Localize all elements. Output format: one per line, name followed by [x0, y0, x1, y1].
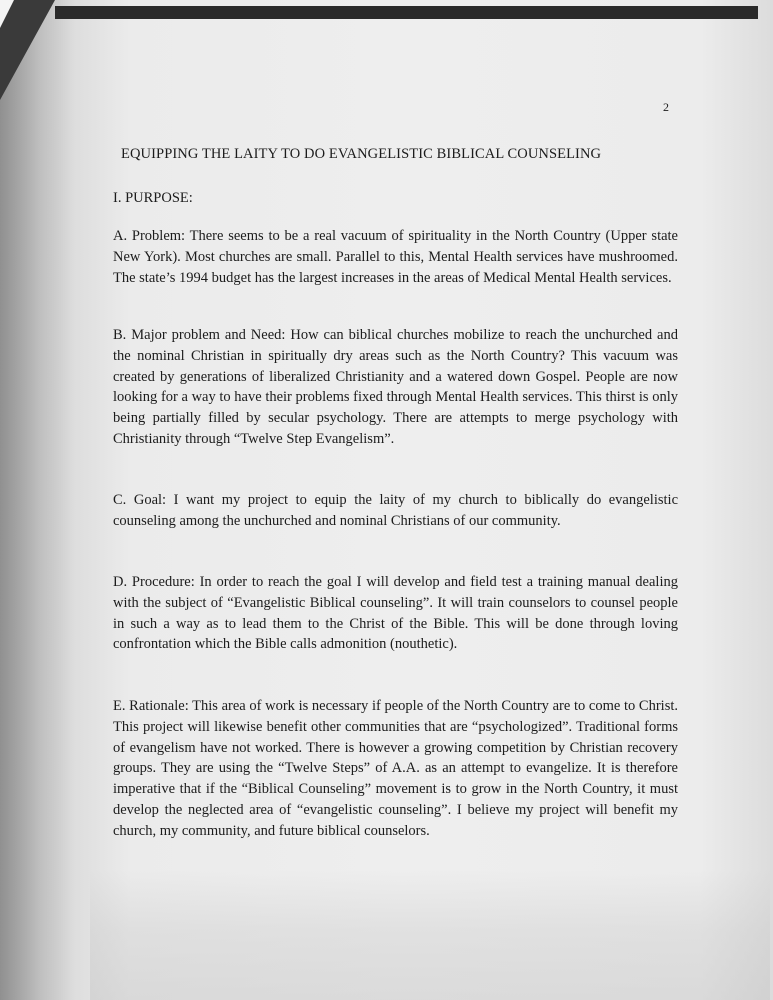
- bleed-through-shading: [90, 870, 770, 1000]
- section-heading: I. PURPOSE:: [113, 190, 193, 206]
- page-number: 2: [663, 100, 669, 114]
- document-title: EQUIPPING THE LAITY TO DO EVANGELISTIC BIBLICAL COUNSELING: [121, 146, 602, 162]
- scan-top-border: [55, 6, 758, 19]
- paragraph-procedure: D. Procedure: In order to reach the goal I will develop and field test a training manual dealing with the subject of “Evangelistic Biblical counseling”. It will train counselors to counsel people in such a way as to lead them to the Christ of the Bible. This will be done through loving confrontation which the Bible calls admonition (nouthetic).: [113, 574, 678, 653]
- paragraph-major-problem: B. Major problem and Need: How can biblical churches mobilize to reach the unchurched and the nominal Christian in spiritually dry areas such as the North Country? This vacuum was created by generations of liberalized Christianity and a watered down Gospel. People are now looking for a way to have their problems fixed through Mental Health services. This thirst is only being partially filled by secular psychology. There are attempts to merge psychology with Christianity through “Twelve Step Evangelism”.: [113, 327, 678, 447]
- paragraph-rationale: E. Rationale: This area of work is necessary if people of the North Country are to come to Christ. This project will likewise benefit other communities that are “psychologized”. Traditional forms of evangelism have not worked. There is however a growing competition by Christian recovery groups. They are using the “Twelve Steps” of A.A. as an attempt to evangelize. It is therefore imperative that if the “Biblical Counseling” movement is to grow in the North Country, it must develop the neglected area of “evangelistic counseling”. I believe my project will benefit my church, my community, and future biblical counselors.: [113, 698, 678, 839]
- paragraph-problem: A. Problem: There seems to be a real vacuum of spirituality in the North Country (Upper state New York). Most churches are small. Parallel to this, Mental Health services have mushroomed. The state’s 1994 budget has the largest increases in the areas of Medical Mental Health services.: [113, 228, 678, 286]
- scan-edge-shadow: [0, 0, 75, 1000]
- paragraph-goal: C. Goal: I want my project to equip the laity of my church to biblically do evangelistic counseling among the unchurched and nominal Christians of our community.: [113, 492, 678, 529]
- folded-corner-highlight: [0, 0, 14, 28]
